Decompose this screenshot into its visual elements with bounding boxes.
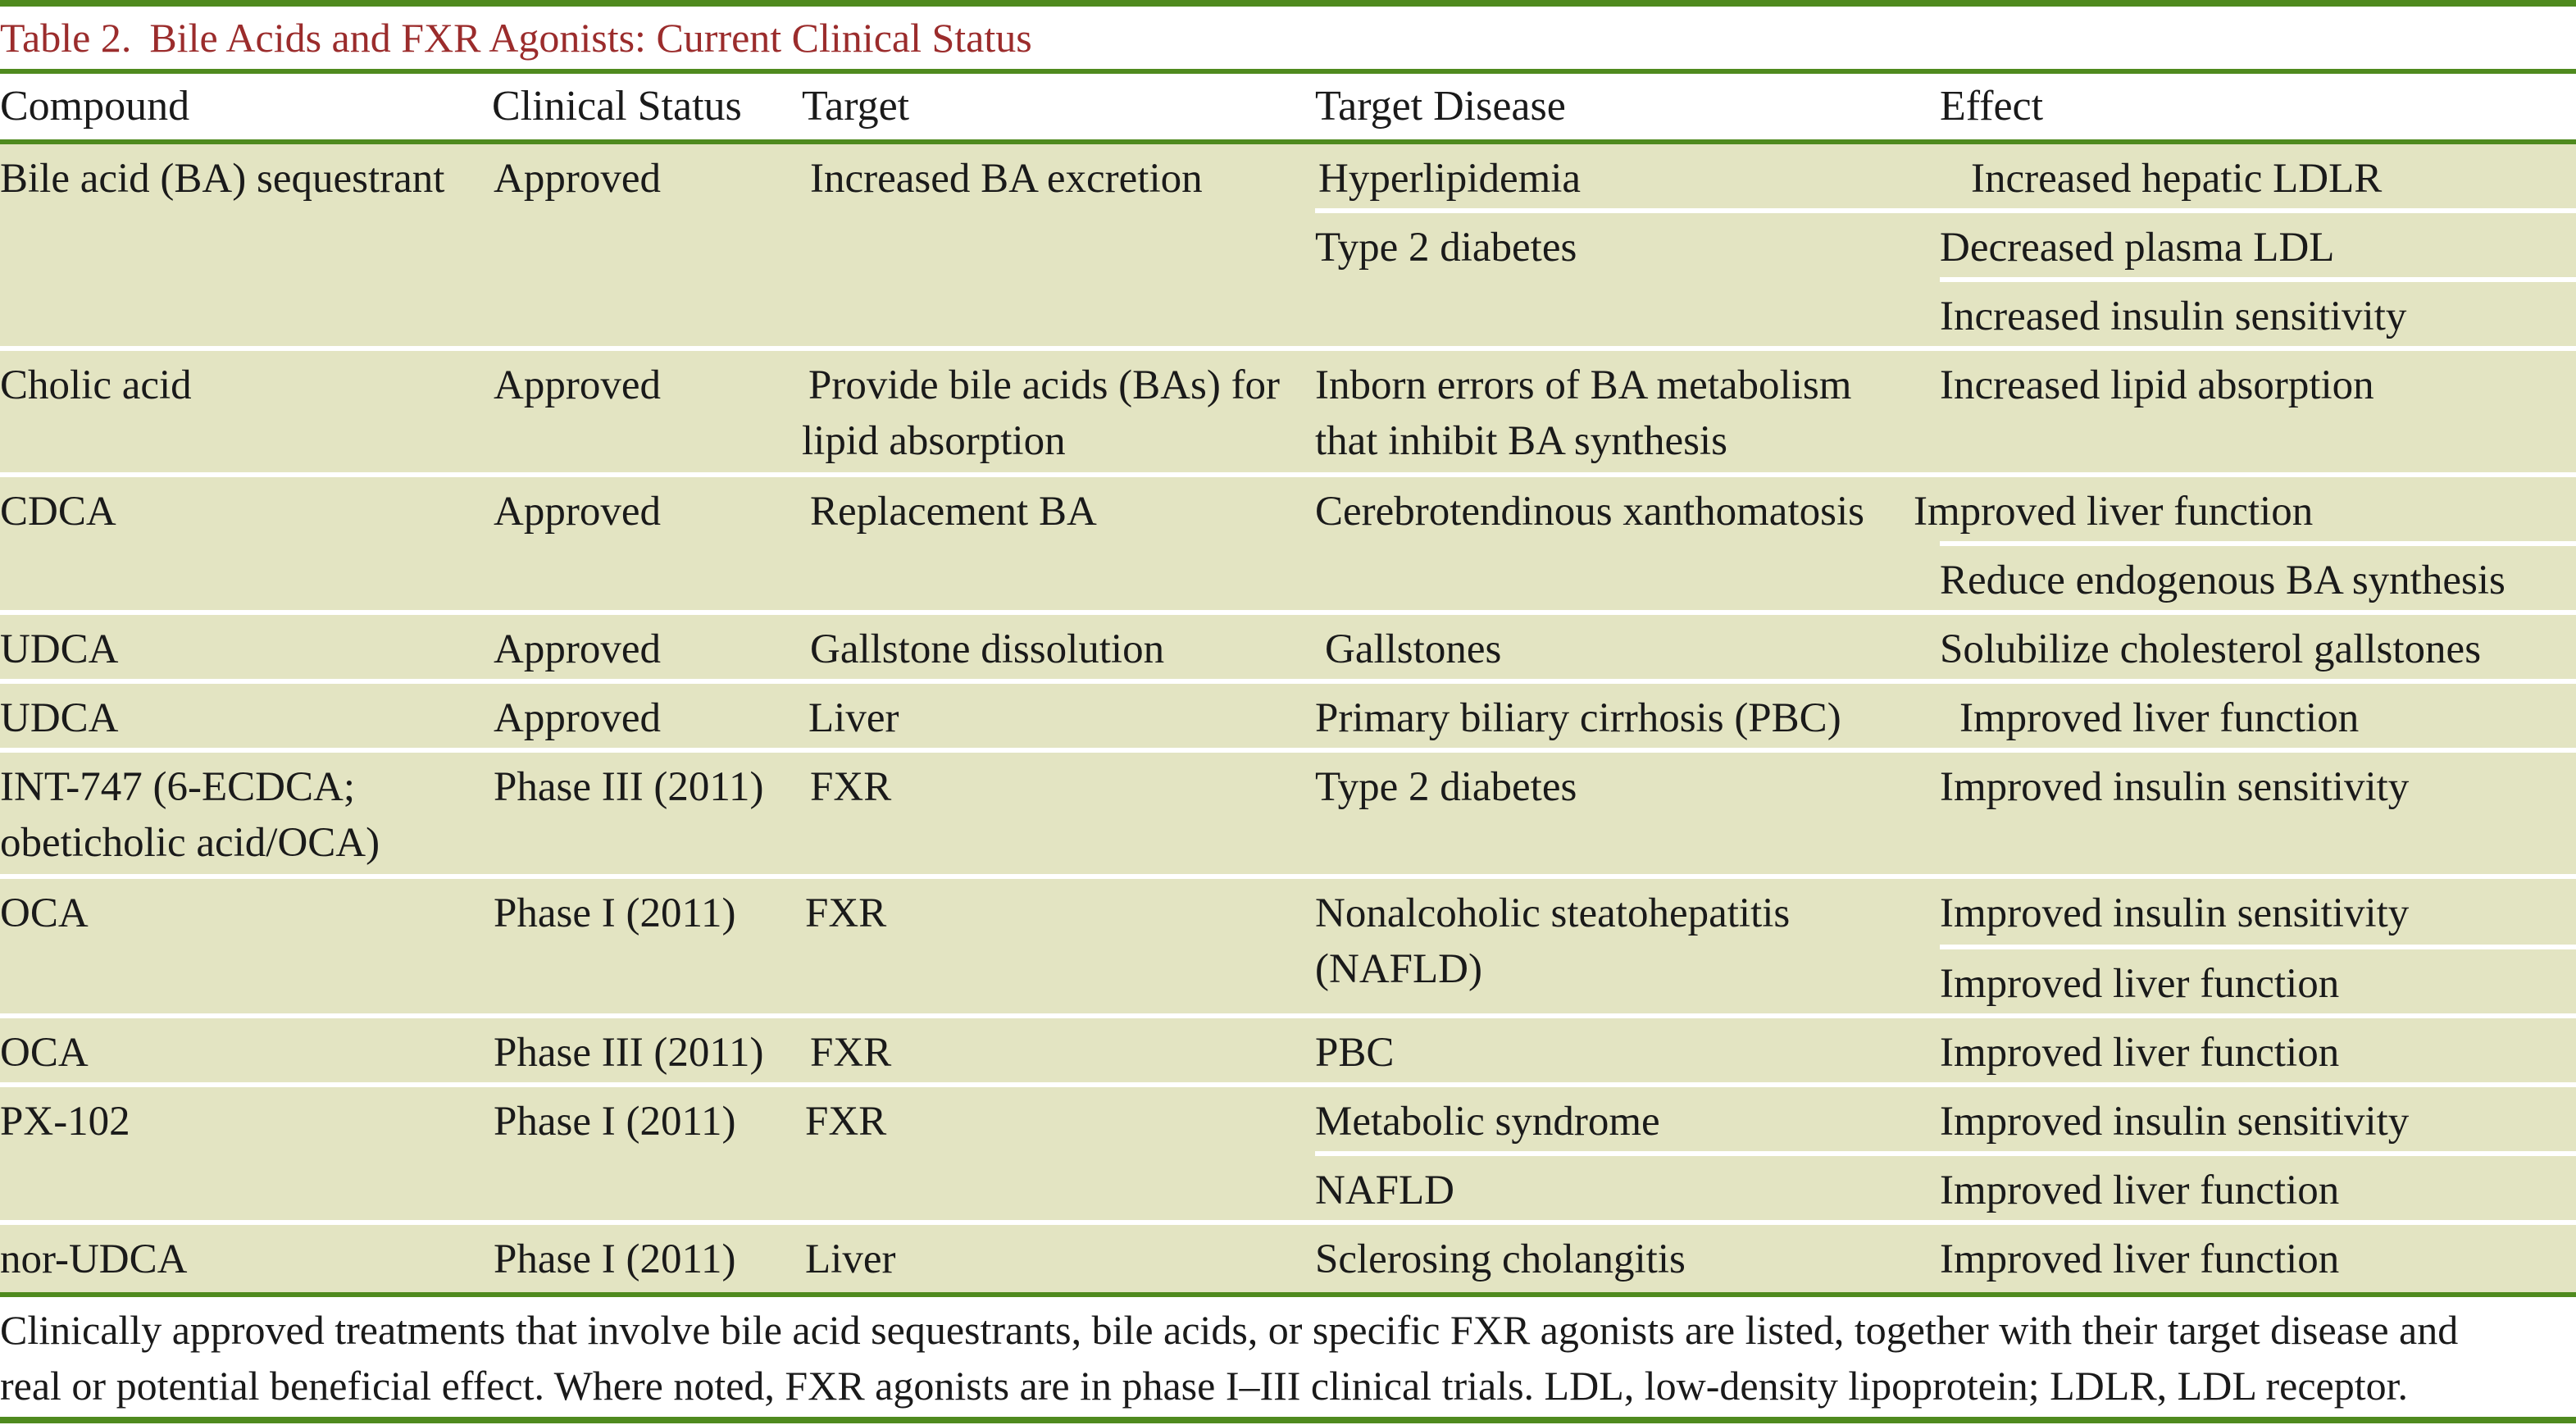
cell-disease: Nonalcoholic steatohepatitis [1315,890,1791,936]
cell-target: FXR [805,890,887,936]
cell-effect: Improved liver function [1940,961,2340,1007]
cell-disease: Type 2 diabetes [1315,764,1577,810]
cell-status: Phase I (2011) [494,1099,736,1145]
cell-effect: Solubilize cholesterol gallstones [1940,626,2482,672]
cell-compound: Bile acid (BA) sequestrant [0,156,445,202]
cell-target: Increased BA excretion [810,156,1203,202]
cell-effect: Improved liver function [1940,1168,2340,1213]
cell-disease: Gallstones [1325,626,1502,672]
cell-compound: obeticholic acid/OCA) [0,820,380,866]
cell-target: FXR [805,1099,887,1145]
cell-disease: Type 2 diabetes [1315,225,1577,271]
table-title: Bile Acids and FXR Agonists: Current Clinical Status [149,15,1032,61]
cell-effect: Improved insulin sensitivity [1940,764,2410,810]
cell-status: Approved [494,156,661,202]
cell-target: Gallstone dissolution [810,626,1165,672]
row-separator [0,346,2576,351]
cell-target: FXR [810,1030,892,1076]
column-header-clinical-status: Clinical Status [492,83,742,130]
cell-target: FXR [810,764,892,810]
footnote-line: real or potential beneficial effect. Where noted, FXR agonists are in phase I–III clinical trials. LDL, low-density lipoprotein; LDLR, LDL receptor. [0,1363,2409,1409]
bottom-rule [0,1292,2576,1297]
cell-status: Approved [494,489,661,535]
cell-effect: Increased lipid absorption [1940,362,2374,408]
cell-disease: Primary biliary cirrhosis (PBC) [1315,695,1841,741]
cell-status: Phase I (2011) [494,1236,736,1282]
cell-status: Phase I (2011) [494,890,736,936]
cell-effect: Improved insulin sensitivity [1940,1099,2410,1145]
cell-status: Phase III (2011) [494,764,764,810]
row-separator [0,472,2576,477]
cell-effect: Improved liver function [1914,489,2314,535]
cell-compound: PX-102 [0,1099,130,1145]
table-body [0,144,2576,1292]
table-caption [0,7,2576,69]
top-rule [0,0,2576,7]
cell-disease: Hyperlipidemia [1318,156,1582,202]
table-header [0,74,2576,139]
cell-disease: NAFLD [1315,1168,1455,1213]
cell-disease: Sclerosing cholangitis [1315,1236,1686,1282]
row-separator [0,874,2576,879]
cell-compound: UDCA [0,626,119,672]
cell-target: Liver [805,1236,896,1282]
cell-disease: (NAFLD) [1315,946,1482,992]
cell-target: lipid absorption [802,418,1066,464]
cell-status: Approved [494,626,661,672]
row-separator [0,1082,2576,1087]
cell-target: Liver [808,695,899,741]
cell-compound: CDCA [0,489,116,535]
row-separator [0,1013,2576,1018]
end-rule [0,1417,2576,1423]
table-footnote [0,1302,2576,1414]
table-label: Table 2. [0,15,132,61]
cell-target: Provide bile acids (BAs) for [808,362,1281,408]
cell-disease: PBC [1315,1030,1395,1076]
subrow-separator [1940,277,2576,282]
cell-disease: Cerebrotendinous xanthomatosis [1315,489,1864,535]
cell-status: Phase III (2011) [494,1030,764,1076]
cell-disease: that inhibit BA synthesis [1315,418,1727,464]
cell-status: Approved [494,362,661,408]
row-separator [0,679,2576,684]
cell-effect: Improved liver function [1940,1030,2340,1076]
cell-effect: Decreased plasma LDL [1940,225,2335,271]
cell-disease: Inborn errors of BA metabolism [1315,362,1852,408]
subrow-separator [1315,208,2576,213]
cell-disease: Metabolic syndrome [1315,1099,1660,1145]
cell-effect: Improved liver function [1959,695,2360,741]
cell-effect: Increased hepatic LDLR [1971,156,2383,202]
cell-status: Approved [494,695,661,741]
row-separator [0,1220,2576,1225]
row-separator [0,748,2576,753]
cell-compound: UDCA [0,695,119,741]
subrow-separator [1940,541,2576,546]
cell-compound: nor-UDCA [0,1236,188,1282]
cell-target: Replacement BA [810,489,1097,535]
footnote-line: Clinically approved treatments that involve bile acid sequestrants, bile acids, or specific FXR agonists are listed, together with their target disease and [0,1307,2459,1353]
subrow-separator [1315,1151,2576,1156]
cell-effect: Reduce endogenous BA synthesis [1940,558,2505,603]
cell-effect: Improved insulin sensitivity [1940,890,2410,936]
subrow-separator [1940,945,2576,949]
cell-compound: Cholic acid [0,362,192,408]
column-header-target-disease: Target Disease [1315,83,1566,130]
cell-compound: OCA [0,890,89,936]
column-header-effect: Effect [1940,83,2044,130]
column-header-compound: Compound [0,83,190,130]
row-separator [0,610,2576,615]
cell-effect: Improved liver function [1940,1236,2340,1282]
cell-compound: OCA [0,1030,89,1076]
cell-compound: INT-747 (6-ECDCA; [0,764,356,810]
cell-effect: Increased insulin sensitivity [1940,294,2407,339]
column-header-target: Target [802,83,910,130]
